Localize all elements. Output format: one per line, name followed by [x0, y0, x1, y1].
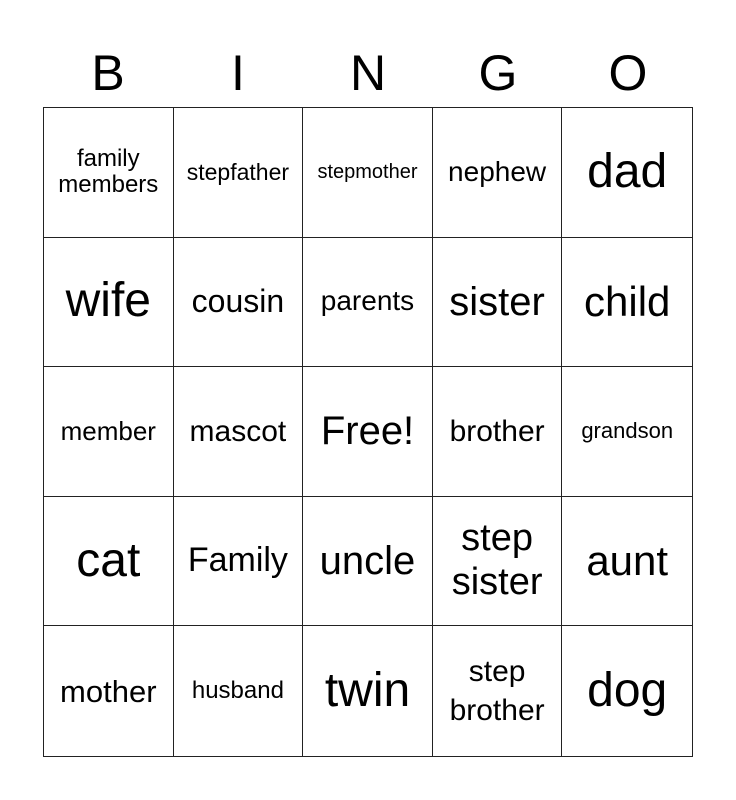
free-space: Free!	[320, 409, 415, 454]
cell-text: aunt	[586, 537, 669, 584]
cell-text: step brother	[449, 655, 545, 728]
bingo-cell-r3-c3[interactable]	[303, 367, 433, 497]
bingo-cell-r2-c1[interactable]	[44, 238, 174, 368]
bingo-cell-r5-c3[interactable]	[303, 626, 433, 756]
header-letter-b: B	[91, 45, 125, 101]
cell-text: Family	[187, 541, 288, 580]
bingo-header	[43, 38, 693, 108]
header-letter-o: O	[608, 45, 648, 101]
bingo-cell-r1-c2[interactable]	[174, 108, 304, 238]
bingo-cell-r5-c2[interactable]	[174, 626, 304, 756]
cell-text: member	[60, 416, 156, 447]
cell-text: parents	[320, 285, 415, 317]
cell-text: step sister	[451, 517, 543, 604]
bingo-cell-r2-c5[interactable]	[562, 238, 692, 368]
bingo-cell-r4-c1[interactable]	[44, 497, 174, 627]
cell-text: brother	[449, 414, 545, 448]
bingo-cell-r5-c5[interactable]	[562, 626, 692, 756]
bingo-cell-r3-c1[interactable]	[44, 367, 174, 497]
bingo-cell-r5-c4[interactable]	[433, 626, 563, 756]
cell-text: cousin	[191, 283, 285, 320]
bingo-cell-r5-c1[interactable]	[44, 626, 174, 756]
cell-text: twin	[324, 663, 411, 717]
bingo-cell-r1-c4[interactable]	[433, 108, 563, 238]
cell-text: stepmother	[317, 160, 418, 183]
bingo-cell-r3-c2[interactable]	[174, 367, 304, 497]
bingo-cell-r1-c5[interactable]	[562, 108, 692, 238]
cell-text: sister	[449, 279, 545, 324]
cell-text: uncle	[319, 539, 416, 584]
cell-text: husband	[191, 677, 284, 704]
cell-text: child	[584, 277, 671, 325]
cell-text: mother	[60, 673, 157, 709]
bingo-cell-r2-c4[interactable]	[433, 238, 563, 368]
header-letter-i: I	[231, 45, 245, 101]
bingo-cell-r2-c2[interactable]	[174, 238, 304, 368]
cell-text: stepfather	[186, 158, 290, 185]
bingo-board	[43, 107, 693, 757]
cell-text: nephew	[448, 155, 547, 187]
bingo-cell-r3-c5[interactable]	[562, 367, 692, 497]
bingo-cell-r4-c5[interactable]	[562, 497, 692, 627]
bingo-cell-r1-c3[interactable]	[303, 108, 433, 238]
bingo-cell-r3-c4[interactable]	[433, 367, 563, 497]
cell-text: family members	[58, 144, 159, 199]
header-letter-g: G	[478, 45, 518, 101]
cell-text: wife	[65, 274, 151, 328]
bingo-cell-r4-c3[interactable]	[303, 497, 433, 627]
bingo-cell-r1-c1[interactable]	[44, 108, 174, 238]
cell-text: dad	[587, 144, 668, 198]
bingo-cell-r2-c3[interactable]	[303, 238, 433, 368]
header-letter-n: N	[349, 45, 387, 101]
bingo-cell-r4-c4[interactable]	[433, 497, 563, 627]
bingo-cell-r4-c2[interactable]	[174, 497, 304, 627]
cell-text: dog	[587, 663, 668, 717]
cell-text: mascot	[189, 414, 287, 448]
cell-text: cat	[76, 533, 141, 587]
cell-text: grandson	[581, 418, 674, 444]
